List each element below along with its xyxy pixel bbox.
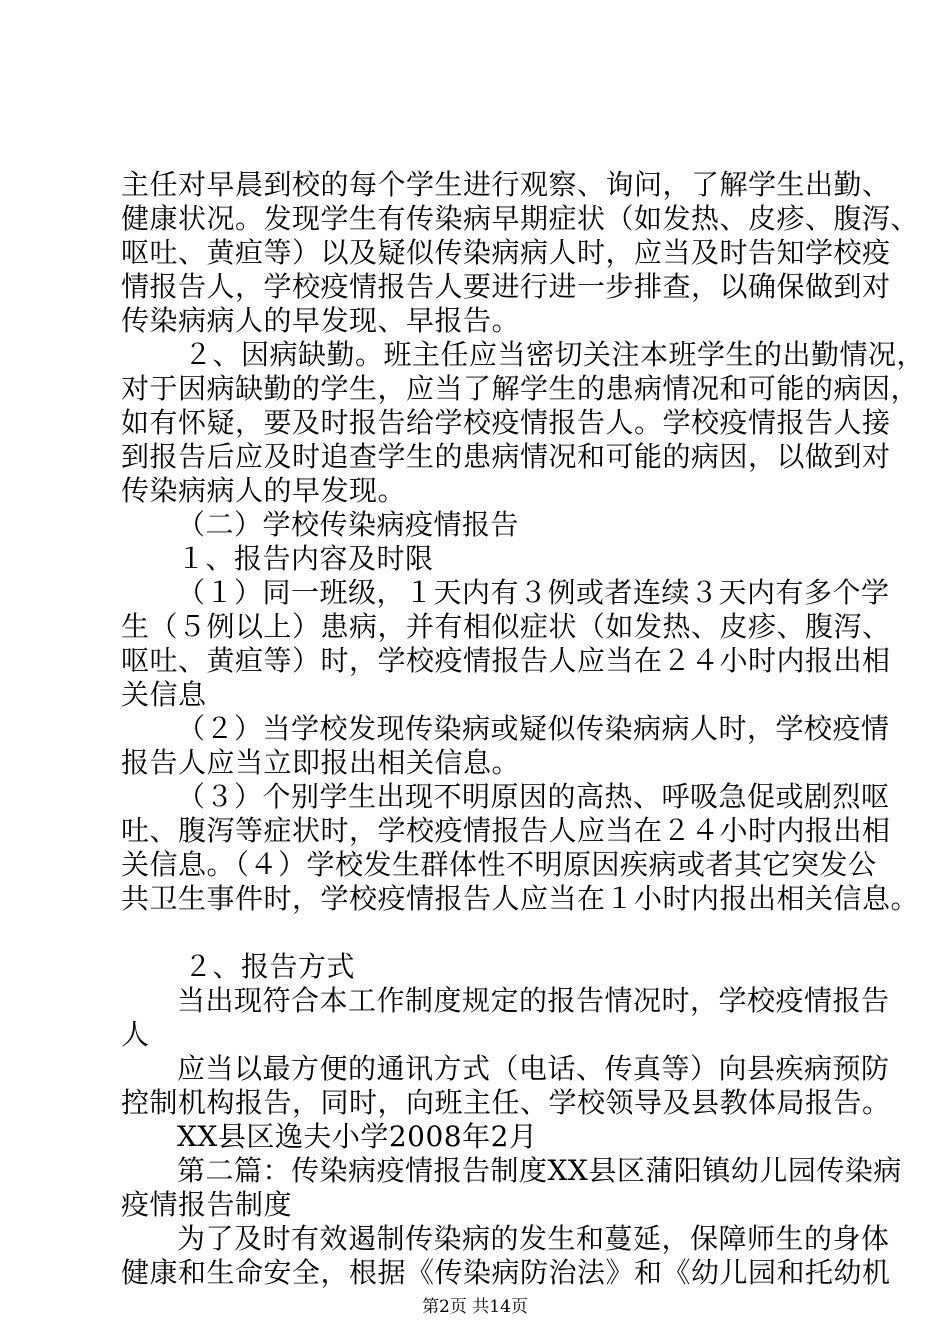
body-line: 共卫生事件时，学校疫情报告人应当在１小时内报出相关信息。 <box>121 882 920 915</box>
body-line: （２）当学校发现传染病或疑似传染病病人时，学校疫情 <box>177 712 890 745</box>
signature-date-line: XX县区逸夫小学2008年2月 <box>177 1120 538 1153</box>
body-line: 控制机构报告，同时，向班主任、学校领导及县教体局报告。 <box>121 1086 891 1119</box>
body-line: 到报告后应及时追查学生的患病情况和可能的病因，以做到对 <box>121 440 891 473</box>
body-line: 呕吐、黄疸等）以及疑似传染病病人时，应当及时告知学校疫 <box>121 236 891 269</box>
body-line: 主任对早晨到校的每个学生进行观察、询问，了解学生出勤、 <box>121 168 891 201</box>
body-line: 健康状况。发现学生有传染病早期症状（如发热、皮疹、腹泻、 <box>121 202 920 235</box>
body-line: 情报告人，学校疫情报告人要进行进一步排查，以确保做到对 <box>121 270 891 303</box>
body-line: 为了及时有效遏制传染病的发生和蔓延，保障师生的身体 <box>177 1222 890 1255</box>
body-line: 关信息 <box>121 678 207 711</box>
body-line: 人 <box>121 1018 150 1051</box>
body-line: 应当以最方便的通讯方式（电话、传真等）向县疾病预防 <box>177 1052 890 1085</box>
body-line: 对于因病缺勤的学生，应当了解学生的患病情况和可能的病因， <box>121 372 920 405</box>
body-line: 关信息。（４）学校发生群体性不明原因疾病或者其它突发公 <box>121 848 877 881</box>
chapter-heading: 第二篇：传染病疫情报告制度XX县区蒲阳镇幼儿园传染病 <box>177 1154 902 1187</box>
body-line: 报告人应当立即报出相关信息。 <box>121 746 521 779</box>
body-line: 如有怀疑，要及时报告给学校疫情报告人。学校疫情报告人接 <box>121 406 891 439</box>
chapter-heading: 疫情报告制度 <box>121 1188 293 1221</box>
body-line: 吐、腹泻等症状时，学校疫情报告人应当在２４小时内报出相 <box>121 814 891 847</box>
body-line: 传染病病人的早发现。 <box>121 474 407 507</box>
body-line: 健康和生命安全，根据《传染病防治法》和《幼儿园和托幼机 <box>121 1256 891 1289</box>
body-line: 传染病病人的早发现、早报告。 <box>121 304 521 337</box>
body-line: （１）同一班级，１天内有３例或者连续３天内有多个学 <box>177 576 890 609</box>
subsection-heading: １、报告内容及时限 <box>177 542 434 575</box>
page-footer <box>0 1296 950 1318</box>
page-number-label: 第2页 共14页 <box>422 1297 528 1317</box>
body-line: （３）个别学生出现不明原因的高热、呼吸急促或剧烈呕 <box>177 780 890 813</box>
body-line: 生（５例以上）患病，并有相似症状（如发热、皮疹、腹泻、 <box>121 610 891 643</box>
body-line: 呕吐、黄疸等）时，学校疫情报告人应当在２４小时内报出相 <box>121 644 891 677</box>
body-line: 当出现符合本工作制度规定的报告情况时，学校疫情报告 <box>177 984 890 1017</box>
body-line: ２、因病缺勤。班主任应当密切关注本班学生的出勤情况， <box>184 338 926 371</box>
section-heading: （二）学校传染病疫情报告 <box>177 508 520 541</box>
subsection-heading: ２、报告方式 <box>184 950 356 983</box>
